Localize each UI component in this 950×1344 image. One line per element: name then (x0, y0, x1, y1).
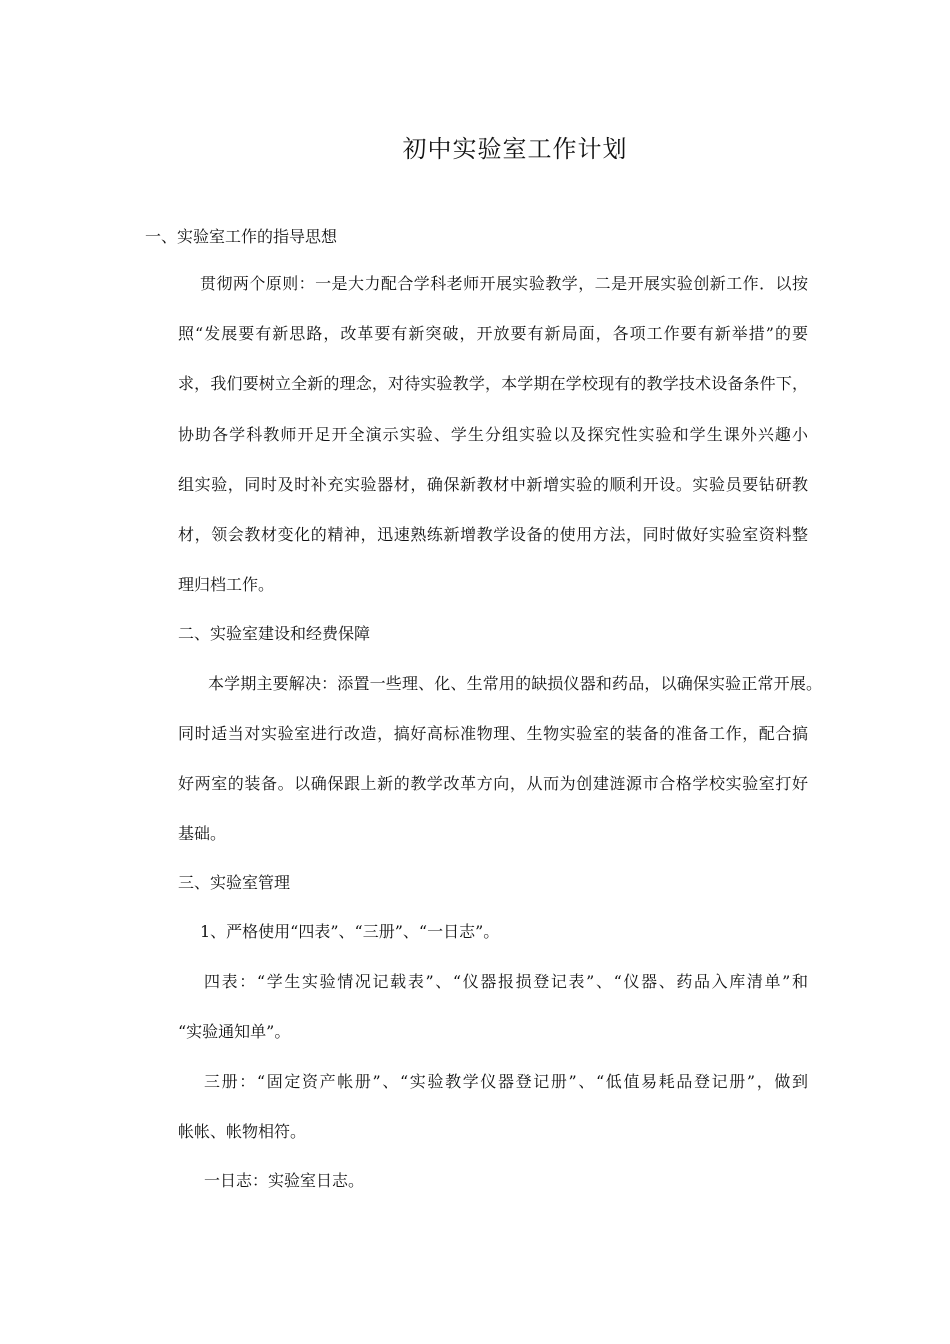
paragraph-line: 协助各学科教师开足开全演示实验、学生分组实验以及探究性实验和学生课外兴趣小 (178, 425, 808, 444)
section-heading-2: 二、实验室建设和经费保障 (178, 624, 371, 643)
paragraph-line: 理归档工作。 (178, 575, 275, 594)
paragraph-line: 一日志：实验室日志。 (204, 1171, 365, 1190)
section-heading-3: 三、实验室管理 (178, 873, 291, 892)
paragraph-line: 求，我们要树立全新的理念，对待实验教学，本学期在学校现有的教学技术设备条件下， (178, 374, 808, 393)
paragraph-line: 三册：“固定资产帐册”、“实验教学仪器登记册”、“低值易耗品登记册”，做到 (204, 1072, 808, 1091)
paragraph-line: 本学期主要解决：添置一些理、化、生常用的缺损仪器和药品，以确保实验正常开展。 (208, 674, 822, 693)
paragraph-line: 好两室的装备。以确保跟上新的教学改革方向，从而为创建涟源市合格学校实验室打好 (178, 774, 808, 793)
paragraph-line: 贯彻两个原则：一是大力配合学科老师开展实验教学，二是开展实验创新工作．以按 (200, 274, 808, 293)
paragraph-line: 基础。 (178, 824, 227, 843)
paragraph-line: 四表：“学生实验情况记载表”、“仪器报损登记表”、“仪器、药品入库清单”和 (204, 972, 808, 991)
paragraph-line: 帐帐、帐物相符。 (178, 1122, 307, 1141)
paragraph-line: “实验通知单”。 (178, 1022, 291, 1041)
paragraph-line: 组实验，同时及时补充实验器材，确保新教材中新增实验的顺利开设。实验员要钻研教 (178, 475, 808, 494)
paragraph-line: 照“发展要有新思路，改革要有新突破，开放要有新局面，各项工作要有新举措”的要 (178, 324, 808, 343)
section-heading-1: 一、实验室工作的指导思想 (145, 227, 338, 246)
paragraph-line: 同时适当对实验室进行改造，搞好高标准物理、生物实验室的装备的准备工作，配合搞 (178, 724, 808, 743)
document-title: 初中实验室工作计划 (402, 135, 628, 163)
list-item: 1、严格使用“四表”、“三册”、“一日志”。 (200, 922, 500, 941)
paragraph-line: 材，领会教材变化的精神，迅速熟练新增教学设备的使用方法，同时做好实验室资料整 (178, 525, 808, 544)
